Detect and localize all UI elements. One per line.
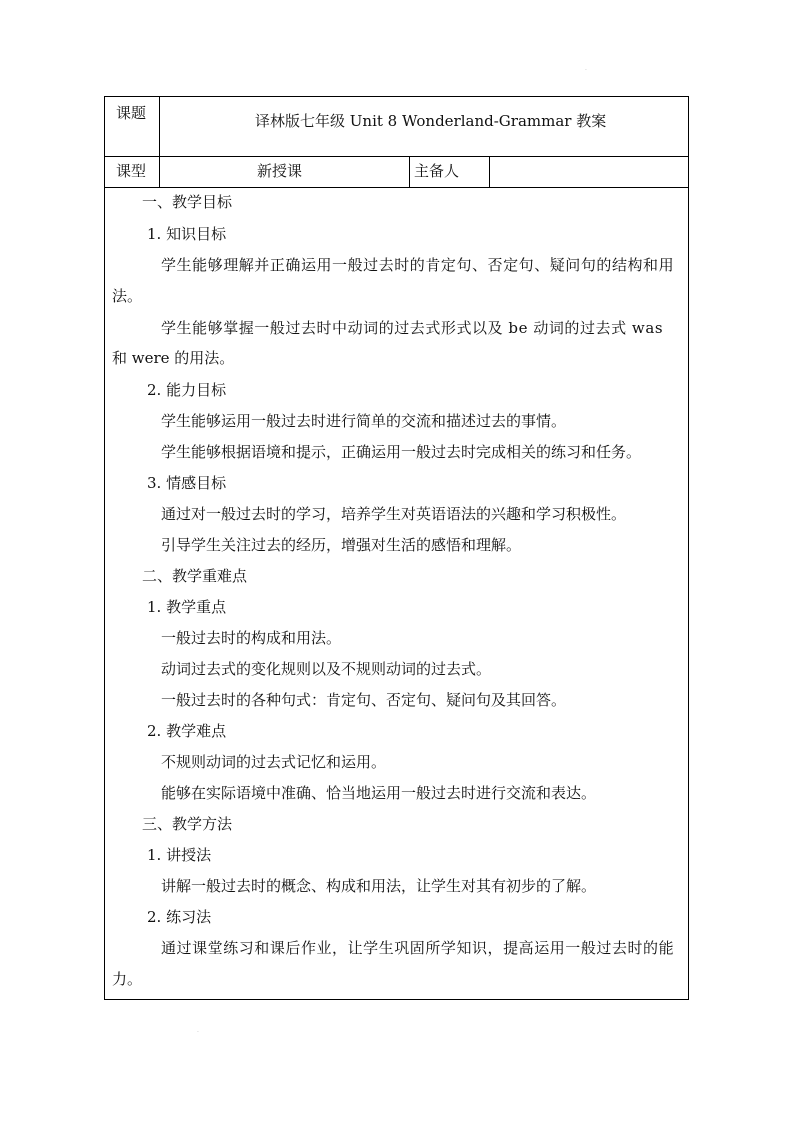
paragraph: 引导学生关注过去的经历，增强对生活的感悟和理解。 — [161, 536, 522, 554]
paragraph: 一般过去时的各种句式：肯定句、否定句、疑问句及其回答。 — [161, 691, 567, 709]
paragraph: 讲解一般过去时的概念、构成和用法，让学生对其有初步的了解。 — [161, 877, 597, 895]
type-value: 新授课 — [257, 162, 303, 180]
owner-label: 主备人 — [414, 162, 460, 180]
section-heading-methods: 三、教学方法 — [142, 815, 233, 833]
paragraph-continuation: 力。 — [112, 970, 143, 988]
topic-value: 译林版七年级 Unit 8 Wonderland-Grammar 教案 — [255, 112, 607, 130]
column-divider — [159, 156, 160, 187]
paragraph: 学生能够掌握一般过去时中动词的过去式形式以及 be 动词的过去式 was — [161, 319, 664, 337]
column-divider — [409, 156, 410, 187]
paragraph-continuation: 和 were 的用法。 — [112, 349, 235, 367]
paragraph: 能够在实际语境中准确、恰当地运用一般过去时进行交流和表达。 — [161, 784, 597, 802]
paragraph: 通过对一般过去时的学习，培养学生对英语语法的兴趣和学习积极性。 — [161, 505, 627, 523]
subheading-practice: 2. 练习法 — [147, 908, 212, 926]
paragraph: 动词过去式的变化规则以及不规则动词的过去式。 — [161, 660, 492, 678]
paragraph: 学生能够理解并正确运用一般过去时的肯定句、否定句、疑问句的结构和用 — [161, 256, 675, 274]
paragraph: 一般过去时的构成和用法。 — [161, 629, 342, 647]
column-divider — [159, 97, 160, 156]
topic-row — [105, 97, 688, 157]
subheading-ability: 2. 能力目标 — [147, 381, 227, 399]
paragraph-continuation: 法。 — [112, 287, 143, 305]
subheading-lecture: 1. 讲授法 — [147, 846, 212, 864]
column-divider — [489, 156, 490, 187]
subheading-emotion: 3. 情感目标 — [147, 474, 227, 492]
subheading-difficulty: 2. 教学难点 — [147, 722, 227, 740]
section-heading-key-points: 二、教学重难点 — [142, 567, 248, 585]
subheading-knowledge: 1. 知识目标 — [147, 225, 227, 243]
paragraph: 学生能够运用一般过去时进行简单的交流和描述过去的事情。 — [161, 412, 567, 430]
paragraph: 不规则动词的过去式记忆和运用。 — [161, 753, 387, 771]
page-mark-top: · — [585, 67, 587, 74]
type-label: 课型 — [116, 162, 147, 180]
subheading-focus: 1. 教学重点 — [147, 598, 227, 616]
section-heading-objectives: 一、教学目标 — [142, 193, 233, 211]
paragraph: 学生能够根据语境和提示，正确运用一般过去时完成相关的练习和任务。 — [161, 443, 642, 461]
topic-label: 课题 — [116, 104, 147, 122]
paragraph: 通过课堂练习和课后作业，让学生巩固所学知识，提高运用一般过去时的能 — [161, 939, 675, 957]
type-row — [105, 156, 688, 188]
lesson-plan-table — [104, 96, 689, 1000]
page-mark-bottom: · — [197, 1029, 199, 1036]
